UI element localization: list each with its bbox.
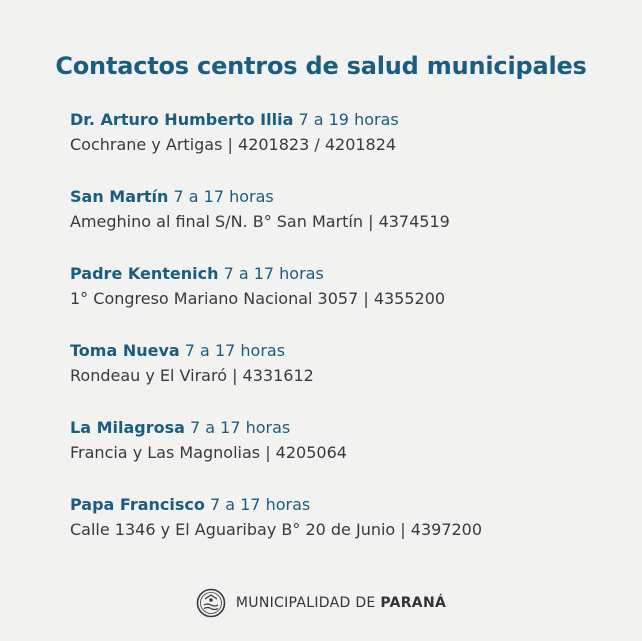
page-title: Contactos centros de salud municipales: [55, 52, 587, 80]
center-header: [70, 340, 630, 362]
center-header: [70, 186, 630, 208]
center-name: Papa Francisco: [70, 495, 205, 514]
organization-name: [236, 595, 446, 611]
center-name: Padre Kentenich: [70, 264, 219, 283]
center-item: [70, 494, 630, 571]
center-item: [70, 340, 630, 417]
center-details: Ameghino al final S/N. B° San Martín | 4374519: [70, 212, 450, 231]
center-name: Toma Nueva: [70, 341, 180, 360]
center-header: [70, 109, 630, 131]
footer: [0, 588, 642, 618]
center-details: Francia y Las Magnolias | 4205064: [70, 443, 347, 462]
center-hours: 7 a 17 horas: [190, 418, 291, 437]
center-header: [70, 417, 630, 439]
centers-list: [70, 109, 630, 571]
center-hours: 7 a 19 horas: [298, 110, 399, 129]
municipal-seal-icon: [196, 588, 226, 618]
center-name: La Milagrosa: [70, 418, 185, 437]
center-header: [70, 263, 630, 285]
center-details: 1° Congreso Mariano Nacional 3057 | 4355200: [70, 289, 446, 308]
center-item: [70, 263, 630, 340]
center-name: San Martín: [70, 187, 169, 206]
organization-prefix: MUNICIPALIDAD DE: [235, 595, 376, 611]
center-item: [70, 417, 630, 494]
organization-city: PARANÁ: [380, 595, 447, 611]
center-name: Dr. Arturo Humberto Illia: [70, 110, 294, 129]
center-hours: 7 a 17 horas: [209, 495, 311, 514]
center-header: [70, 494, 630, 516]
center-hours: 7 a 17 horas: [223, 264, 324, 283]
center-item: [70, 109, 630, 186]
center-details: Calle 1346 y El Aguaribay B° 20 de Junio | 4397200: [70, 520, 483, 539]
center-item: [70, 186, 630, 263]
center-details: Cochrane y Artigas | 4201823 / 4201824: [70, 135, 397, 154]
center-details: Rondeau y El Viraró | 4331612: [70, 366, 314, 385]
center-hours: 7 a 17 horas: [173, 187, 274, 206]
center-hours: 7 a 17 horas: [184, 341, 286, 360]
